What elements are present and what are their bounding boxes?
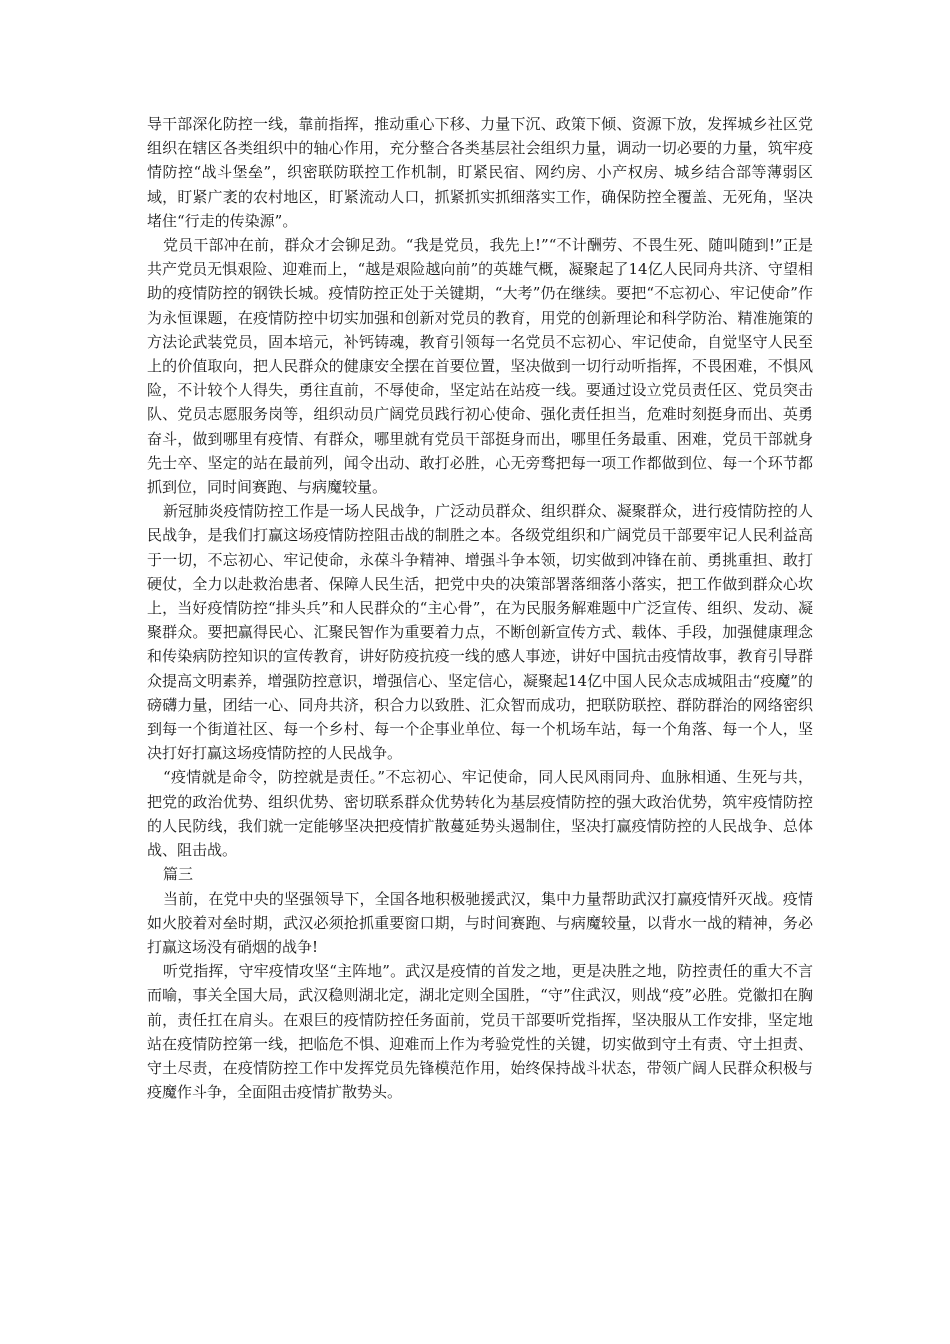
- paragraph-continued: 导干部深化防控一线，靠前指挥，推动重心下移、力量下沉、政策下倾、资源下放，发挥城乡社区党组织在辖区各类组织中的轴心作用，充分整合各类基层社会组织力量，调动一切必要的力量，筑牢疫情防控“战斗堡垒”，织密联防联控工作机制，盯紧民宿、网约房、小产权房、城乡结合部等薄弱区域，盯紧广袤的农村地区，盯紧流动人口，抓紧抓实抓细落实工作，确保防控全覆盖、无死角，坚决堵住“行走的传染源”。: [147, 115, 813, 230]
- paragraph: 新冠肺炎疫情防控工作是一场人民战争，广泛动员群众、组织群众、凝聚群众，进行疫情防控的人民战争，是我们打赢这场疫情防控阻击战的制胜之本。各级党组织和广阔党员干部要牢记人民利益高于一切，不忘初心、牢记使命，永葆斗争精神、增强斗争本领，切实做到冲锋在前、勇挑重担、敢打硬仗，全力以赴救治患者、保障人民生活，把党中央的决策部署落细落小落实，把工作做到群众心坎上，当好疫情防控“排头兵”和人民群众的“主心骨”，在为民服务解难题中广泛宣传、组织、发动、凝聚群众。要把赢得民心、汇聚民智作为重要着力点，不断创新宣传方式、载体、手段，加强健康理念和传染病防控知识的宣传教育，讲好防疫抗疫一线的感人事迹，讲好中国抗击疫情故事，教育引导群众提高文明素养，增强防控意识，增强信心、坚定信心，凝聚起14亿中国人民众志成城阻击“疫魔”的磅礴力量，团结一心、同舟共济，积合力以致胜、汇众智而成功，把联防联控、群防群治的网络密织到每一个街道社区、每一个乡村、每一个企事业单位、每一个机场车站，每一个角落、每一个人，坚决打好打赢这场疫情防控的人民战争。: [147, 502, 813, 763]
- document-body: [147, 112, 813, 1104]
- paragraph: 听党指挥，守牢疫情攻坚“主阵地”。武汉是疫情的首发之地，更是决胜之地，防控责任的重大不言而喻，事关全国大局，武汉稳则湖北定，湖北定则全国胜，“守”住武汉，则战“疫”必胜。党徽扣在胸前，责任扛在肩头。在艰巨的疫情防控任务面前，党员干部要听党指挥，坚决服从工作安排，坚定地站在疫情防控第一线，把临危不惧、迎难而上作为考验党性的关键，切实做到守土有责、守土担责、守土尽责，在疫情防控工作中发挥党员先锋模范作用，始终保持战斗状态，带领广阔人民群众积极与疫魔作斗争，全面阻击疫情扩散势头。: [147, 962, 813, 1102]
- section-heading: 篇三: [163, 865, 194, 884]
- paragraph: 党员干部冲在前，群众才会铆足劲。“我是党员，我先上!”“不计酬劳、不畏生死、随叫随到!”正是共产党员无惧艰险、迎难而上，“越是艰险越向前”的英雄气概，凝聚起了14亿人民同舟共济、守望相助的疫情防控的钢铁长城。疫情防控正处于关键期，“大考”仍在继续。要把“不忘初心、牢记使命”作为永恒课题，在疫情防控中切实加强和创新对党员的教育，用党的创新理论和科学防治、精准施策的方法论武装党员，固本培元，补钙铸魂，教育引领每一名党员不忘初心、牢记使命，自觉坚守人民至上的价值取向，把人民群众的健康安全摆在首要位置，坚决做到一切行动听指挥，不畏困难，不惧风险，不计较个人得失，勇往直前，不辱使命，坚定站在站疫一线。要通过设立党员责任区、党员突击队、党员志愿服务岗等，组织动员广阔党员践行初心使命、强化责任担当，危难时刻挺身而出、英勇奋斗，做到哪里有疫情、有群众，哪里就有党员干部挺身而出，哪里任务最重、困难，党员干部就身先士卒、坚定的站在最前列，闻令出动、敢打必胜，心无旁骛把每一项工作都做到位、每一个环节都抓到位，同时间赛跑、与病魔较量。: [147, 236, 813, 497]
- paragraph: “疫情就是命令，防控就是责任。”不忘初心、牢记使命，同人民风雨同舟、血脉相通、生死与共，把党的政治优势、组织优势、密切联系群众优势转化为基层疫情防控的强大政治优势，筑牢疫情防控的人民防线，我们就一定能够坚决把疫情扩散蔓延势头遏制住，坚决打赢疫情防控的人民战争、总体战、阻击战。: [147, 768, 813, 860]
- paragraph: 当前，在党中央的坚强领导下，全国各地积极驰援武汉，集中力量帮助武汉打赢疫情歼灭战。疫情如火胶着对垒时期，武汉必须抢抓重要窗口期，与时间赛跑、与病魔较量，以背水一战的精神，务必打赢这场没有硝烟的战争!: [147, 889, 813, 956]
